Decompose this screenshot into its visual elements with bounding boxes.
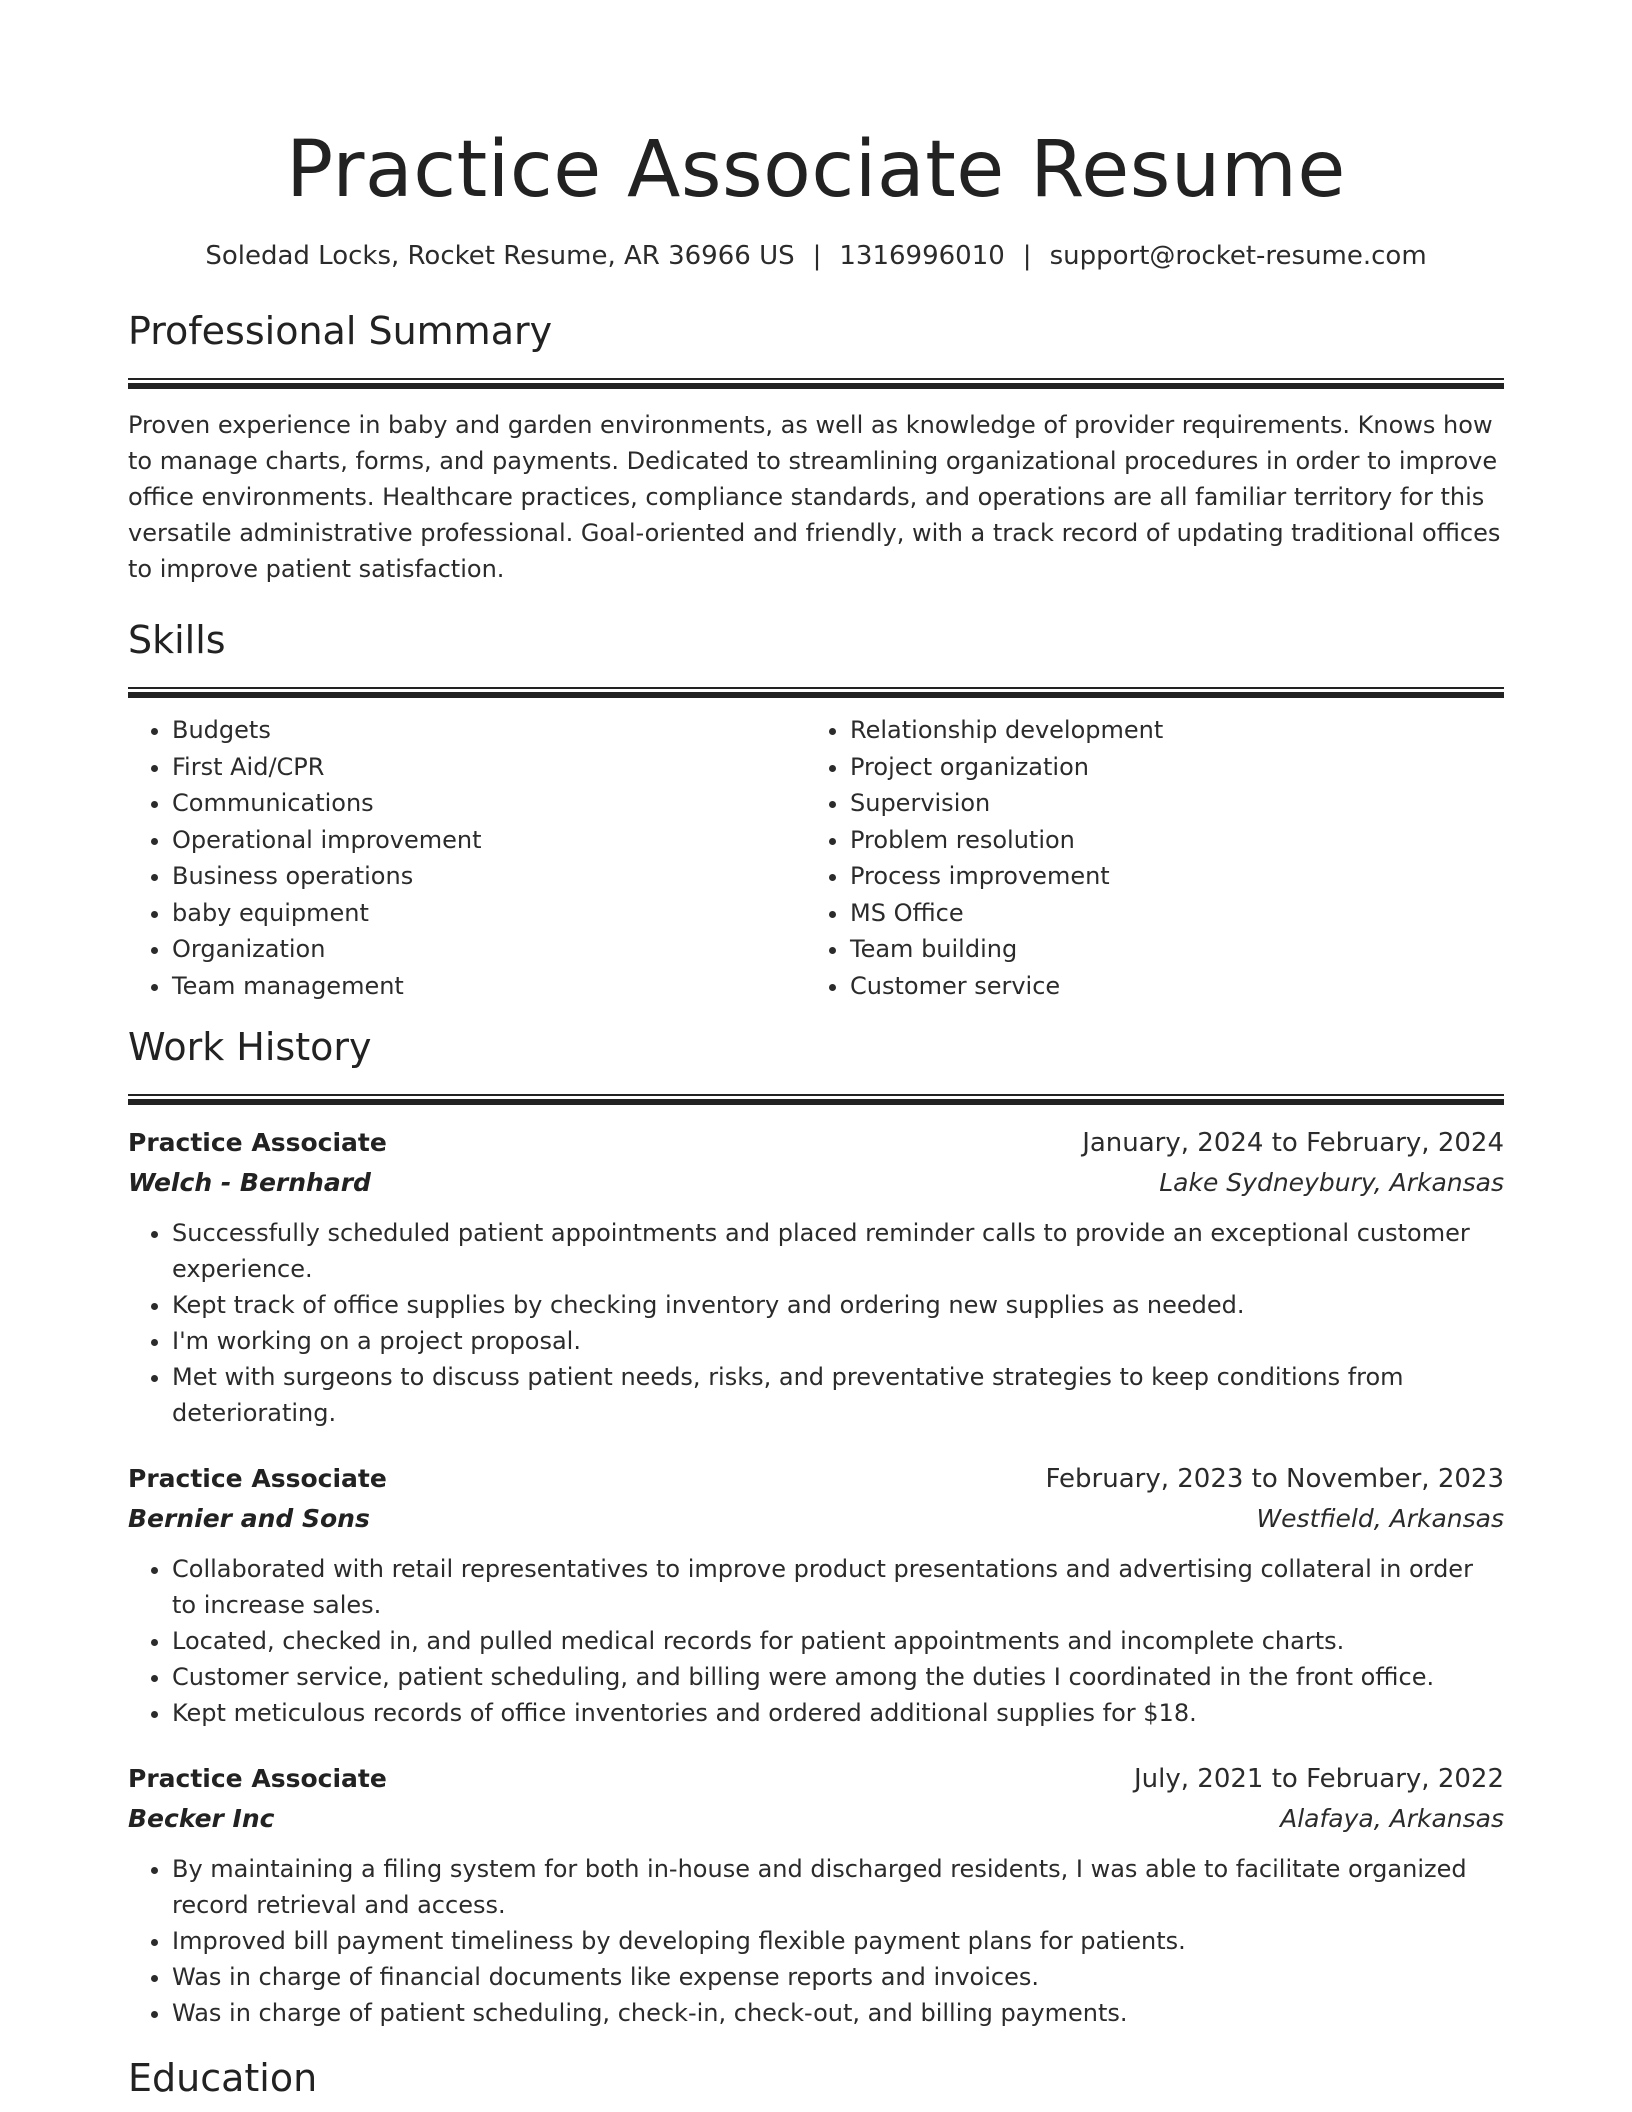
section-heading-education: Education: [128, 2056, 318, 2100]
section-heading-skills: Skills: [128, 618, 226, 662]
skills-list-right: [806, 712, 1484, 1004]
job-entry: [128, 1123, 1504, 1431]
skill-item: • baby equipment: [172, 895, 806, 932]
skill-item: • First Aid/CPR: [172, 749, 806, 786]
section-divider: [128, 1094, 1504, 1105]
summary-text: Proven experience in baby and garden environments, as well as knowledge of provider requirements. Knows how to manage charts, forms, and payments. Dedicated to streamlining organizational procedures in order to improve office environments. Healthcare practices, compliance standards, and operations are all familiar territory for this versatile administrative professional. Goal-oriented and friendly, with a track record of updating traditional offices to improve patient satisfaction.: [128, 411, 1501, 583]
job-entry: [128, 1759, 1504, 2031]
summary-section: [128, 306, 1504, 587]
job-bullet: • By maintaining a filing system for both in-house and discharged residents, I was able to facilitate organized record retrieval and access.: [172, 1851, 1504, 1923]
contact-email: support@rocket-resume.com: [1049, 241, 1427, 271]
job-company-row: [128, 1163, 1504, 1203]
skills-section: [128, 615, 1504, 1004]
section-heading-summary: Professional Summary: [128, 309, 553, 353]
job-dates: July, 2021 to February, 2022: [1134, 1764, 1504, 1794]
job-bullet: • Customer service, patient scheduling, and billing were among the duties I coordinated in the front office.: [172, 1659, 1504, 1695]
contact-phone: 1316996010: [839, 241, 1005, 271]
skills-list-left: [128, 712, 806, 1004]
contact-separator: |: [812, 241, 822, 271]
skills-columns: [128, 712, 1504, 1004]
job-company: Becker Inc: [128, 1804, 275, 1833]
job-title: Practice Associate: [128, 1128, 387, 1157]
job-bullet: • Was in charge of patient scheduling, check-in, check-out, and billing payments.: [172, 1995, 1504, 2031]
job-bullets: [128, 1851, 1504, 2031]
job-company-row: [128, 1799, 1504, 1839]
skill-item: • Operational improvement: [172, 822, 806, 859]
contact-separator: |: [1022, 241, 1032, 271]
skill-item: • Relationship development: [850, 712, 1484, 749]
skill-item: • Communications: [172, 785, 806, 822]
job-header-row: [128, 1459, 1504, 1499]
resume-page: [128, 0, 1504, 2103]
skill-item: • Process improvement: [850, 858, 1484, 895]
job-bullet: • I'm working on a project proposal.: [172, 1323, 1504, 1359]
job-bullet: • Improved bill payment timeliness by developing flexible payment plans for patients.: [172, 1923, 1504, 1959]
skill-item: • Customer service: [850, 968, 1484, 1005]
job-bullet: • Collaborated with retail representatives to improve product presentations and advertising collateral in order to increase sales.: [172, 1551, 1504, 1623]
job-company-row: [128, 1499, 1504, 1539]
skill-item: • Problem resolution: [850, 822, 1484, 859]
job-bullet: • Met with surgeons to discuss patient needs, risks, and preventative strategies to keep conditions from deteriorating.: [172, 1359, 1504, 1431]
resume-title: Practice Associate Resume: [286, 125, 1346, 215]
skill-item: • Team building: [850, 931, 1484, 968]
job-bullet: • Kept meticulous records of office inventories and ordered additional supplies for $18.: [172, 1695, 1504, 1731]
job-dates: February, 2023 to November, 2023: [1045, 1464, 1504, 1494]
job-bullets: [128, 1551, 1504, 1731]
section-divider: [128, 687, 1504, 698]
skill-item: • MS Office: [850, 895, 1484, 932]
job-title: Practice Associate: [128, 1764, 387, 1793]
skill-item: • Budgets: [172, 712, 806, 749]
work-history-section: [128, 1022, 1504, 2031]
job-dates: January, 2024 to February, 2024: [1082, 1128, 1504, 1158]
section-heading-work-history: Work History: [128, 1025, 372, 1069]
contact-line: [128, 236, 1504, 276]
skill-item: • Project organization: [850, 749, 1484, 786]
job-title: Practice Associate: [128, 1464, 387, 1493]
contact-address: Soledad Locks, Rocket Resume, AR 36966 US: [205, 241, 795, 271]
job-header-row: [128, 1123, 1504, 1163]
job-bullet: • Was in charge of financial documents like expense reports and invoices.: [172, 1959, 1504, 1995]
skill-item: • Supervision: [850, 785, 1484, 822]
job-company: Bernier and Sons: [128, 1504, 370, 1533]
job-location: Alafaya, Arkansas: [1280, 1804, 1504, 1833]
job-company: Welch - Bernhard: [128, 1168, 371, 1197]
job-header-row: [128, 1759, 1504, 1799]
education-section: [128, 2053, 1504, 2103]
job-location: Westfield, Arkansas: [1256, 1504, 1504, 1533]
job-bullet: • Successfully scheduled patient appointments and placed reminder calls to provide an exceptional customer experience.: [172, 1215, 1504, 1287]
job-bullets: [128, 1215, 1504, 1431]
skill-item: • Business operations: [172, 858, 806, 895]
section-divider: [128, 378, 1504, 389]
skill-item: • Team management: [172, 968, 806, 1005]
skill-item: • Organization: [172, 931, 806, 968]
job-location: Lake Sydneybury, Arkansas: [1159, 1168, 1504, 1197]
job-bullet: • Located, checked in, and pulled medical records for patient appointments and incomplete charts.: [172, 1623, 1504, 1659]
job-entry: [128, 1459, 1504, 1731]
job-bullet: • Kept track of office supplies by checking inventory and ordering new supplies as needed.: [172, 1287, 1504, 1323]
